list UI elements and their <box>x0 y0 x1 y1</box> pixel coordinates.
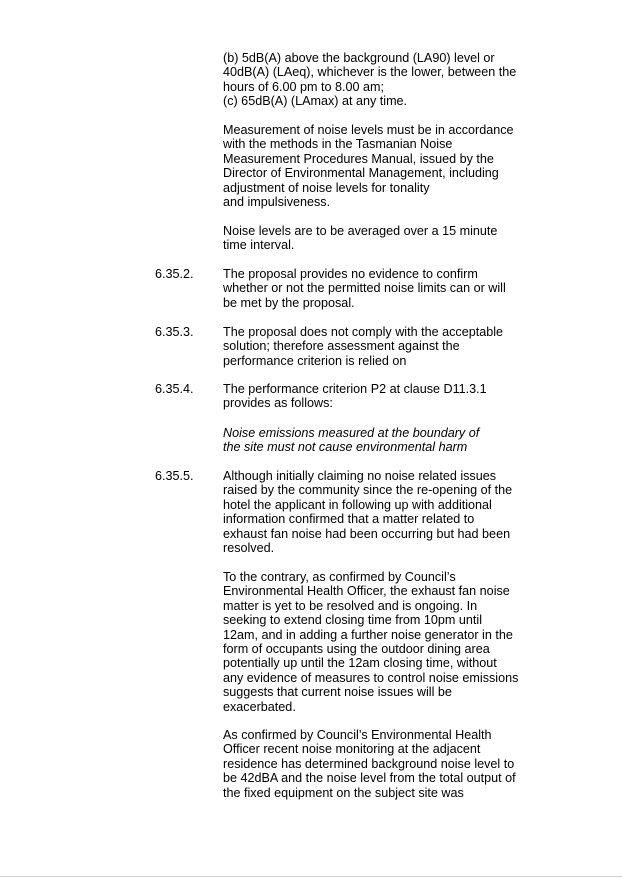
clause-text-6-35-5-para-2: To the contrary, as confirmed by Council’s Environmental Health Officer, the exhaust fan noise matter is yet to be resolved and is ongoing. In seeking to extend closing time from 10pm until 12am, and in adding a further noise generator in the form of occupants using the outdoor dining area potentially up until the 12am closing time, without any evidence of measures to control noise emissions suggests that current noise issues will be exacerbated. <box>223 570 519 714</box>
performance-criterion-quote: Noise emissions measured at the boundary of the site must not cause environmental harm <box>223 426 480 455</box>
noise-criteria-paragraph: (b) 5dB(A) above the background (LA90) level or 40dB(A) (LAeq), whichever is the lower, between the hours of 6.00 pm to 8.00 am; (c) 65dB(A) (LAmax) at any time. <box>223 51 517 109</box>
clause-number-6-35-5: 6.35.5. <box>155 469 194 483</box>
clause-text-6-35-5-para-1: Although initially claiming no noise related issues raised by the community since the re-opening of the hotel the applicant in following up with additional information confirmed that a matter related to exhaust fan noise had been occurring but had been resolved. <box>223 469 513 556</box>
clause-text-6-35-2: The proposal provides no evidence to confirm whether or not the permitted noise limits can or will be met by the proposal. <box>223 267 506 310</box>
clause-number-6-35-4: 6.35.4. <box>155 382 194 396</box>
page-bottom-divider <box>0 876 622 877</box>
clause-text-6-35-5-para-3: As confirmed by Council’s Environmental Health Officer recent noise monitoring at the adjacent residence has determined background noise level to be 42dBA and the noise level from the total output of the fixed equipment on the subject site was <box>223 728 516 800</box>
averaging-paragraph: Noise levels are to be averaged over a 15 minute time interval. <box>223 224 498 253</box>
clause-number-6-35-3: 6.35.3. <box>155 325 194 339</box>
measurement-paragraph: Measurement of noise levels must be in accordance with the methods in the Tasmanian Noise Measurement Procedures Manual, issued by the Director of Environmental Management, including adjustment of noise levels for tonality and impulsiveness. <box>223 123 514 210</box>
clause-text-6-35-3: The proposal does not comply with the acceptable solution; therefore assessment against the performance criterion is relied on <box>223 325 504 368</box>
clause-number-6-35-2: 6.35.2. <box>155 267 194 281</box>
clause-text-6-35-4: The performance criterion P2 at clause D11.3.1 provides as follows: <box>223 382 487 411</box>
